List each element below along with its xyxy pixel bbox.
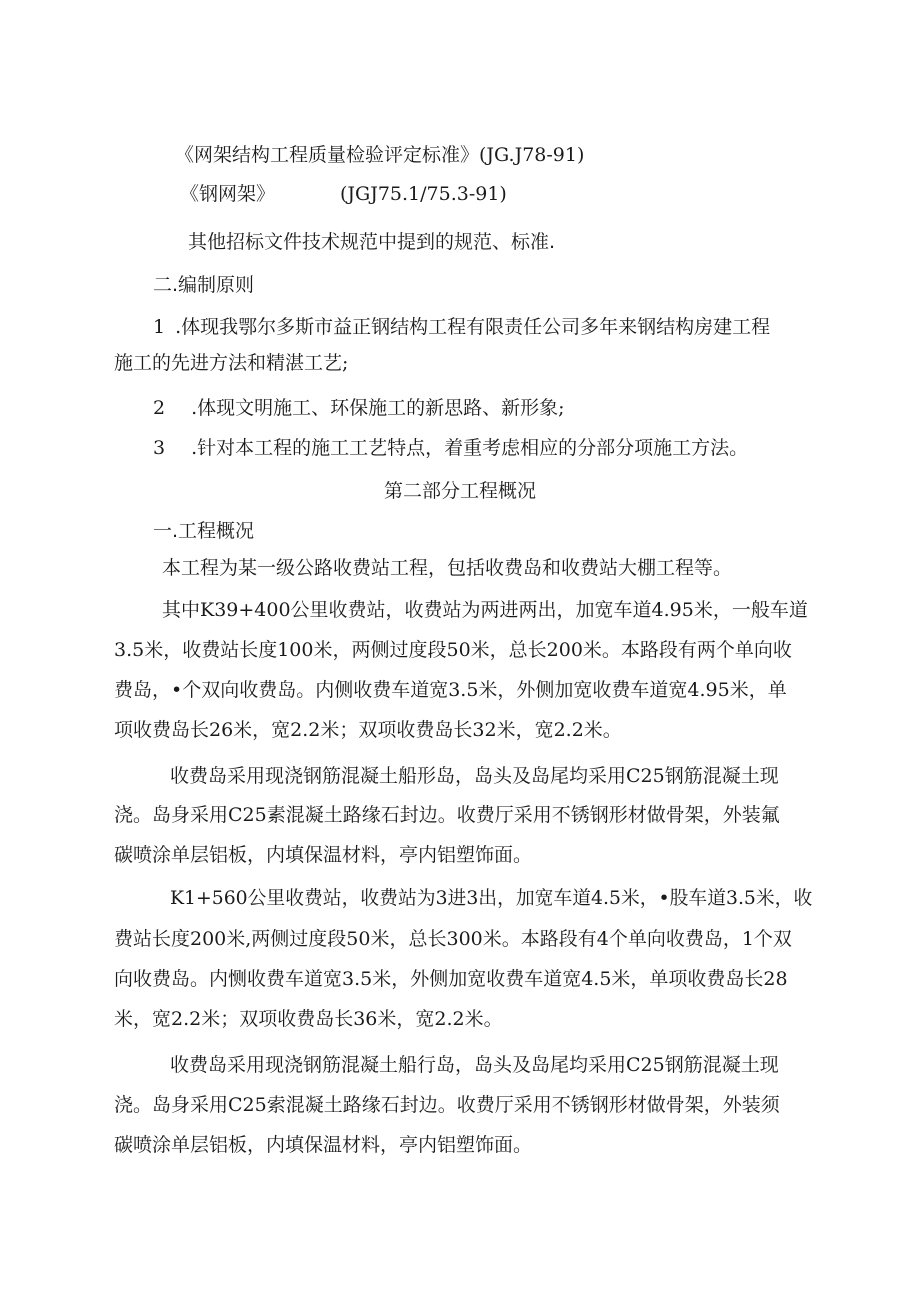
section-heading: 二.编制原则: [153, 274, 255, 296]
paragraph-line: 米，宽2.2米；双项收费岛长36米，宽2.2米。: [114, 1008, 503, 1030]
reference-code: (JGJ75.1/75.3-91): [340, 183, 507, 205]
section-heading: 一.工程概况: [153, 520, 255, 542]
reference-code: (JG.J78-91): [479, 144, 585, 166]
item-number: 3: [153, 437, 166, 459]
paragraph-line: 项收费岛长26米，宽2.2米；双项收费岛长32米，宽2.2米。: [114, 719, 622, 741]
paragraph-line: 费岛，•个双向收费岛。内侧收费车道宽3.5米，外侧加宽收费车道宽4.95米，单: [114, 679, 787, 701]
paragraph-line: 浇。岛身采用C25素混凝土路缘石封边。收费厅采用不锈钢形材做骨架，外装氟: [114, 804, 780, 826]
item-number: 1: [153, 316, 166, 338]
paragraph-line: 碳喷涂单层铝板，内填保温材料，亭内铝塑饰面。: [114, 1134, 533, 1156]
paragraph-line: 费站长度200米,两侧过度段50米，总长300米。本路段有4个单向收费岛，1个双: [114, 928, 792, 950]
principle-item: [153, 314, 770, 340]
item-text: .体现我鄂尔多斯市益正钢结构工程有限责任公司多年来钢结构房建工程: [175, 316, 771, 338]
paragraph-line: 向收费岛。内恻收费车道宽3.5米，外侧加宽收费车道宽4.5米，单项收费岛长28: [114, 968, 788, 990]
paragraph-line: K1+560公里收费站，收费站为3进3出，加宽车道4.5米，•股车道3.5米，收: [170, 887, 813, 909]
item-number: 2: [153, 397, 166, 419]
paragraph-line: 收费岛采用现浇钢筋混凝土船形岛，岛头及岛尾均采用C25钢筋混凝土现: [170, 765, 779, 787]
intro-paragraph: 本工程为某一级公路收费站工程，包括收费岛和收费站大棚工程等。: [162, 557, 733, 579]
principle-item: [153, 395, 565, 421]
paragraph-line: 浇。岛身采用C25索混凝土路缘石封边。收费厅采用不锈钢形材做骨架，外装须: [114, 1094, 780, 1116]
reference-line: [180, 181, 275, 207]
principle-item-continuation: 施工的先进方法和精湛工艺;: [114, 352, 349, 374]
part-title: 第二部分工程概况: [384, 480, 537, 502]
principle-item: [153, 435, 748, 461]
paragraph-line: 3.5米，收费站长度100米，两侧过度段50米，总长200米。本路段有两个单向收: [114, 639, 792, 661]
paragraph-line: 其中K39+400公里收费站，收费站为两进两出，加宽车道4.95米，一般车道: [162, 599, 808, 621]
item-text: .针对本工程的施工工艺特点，着重考虑相应的分部分项施工方法。: [191, 437, 749, 459]
reference-line: [175, 142, 584, 168]
reference-title: 《网架结构工程质量检验评定标准》: [175, 144, 480, 166]
item-text: .体现文明施工、环保施工的新思路、新形象;: [191, 397, 565, 419]
other-standards-line: 其他招标文件技术规范中提到的规范、标准.: [188, 231, 556, 253]
paragraph-line: 收费岛采用现浇钢筋混凝土船行岛，岛头及岛尾均采用C25钢筋混凝土现: [170, 1054, 779, 1076]
paragraph-line: 碳喷涂单层铝板，内填保温材料，亭内铝塑饰面。: [114, 844, 533, 866]
reference-title: 《钢网架》: [180, 183, 276, 205]
